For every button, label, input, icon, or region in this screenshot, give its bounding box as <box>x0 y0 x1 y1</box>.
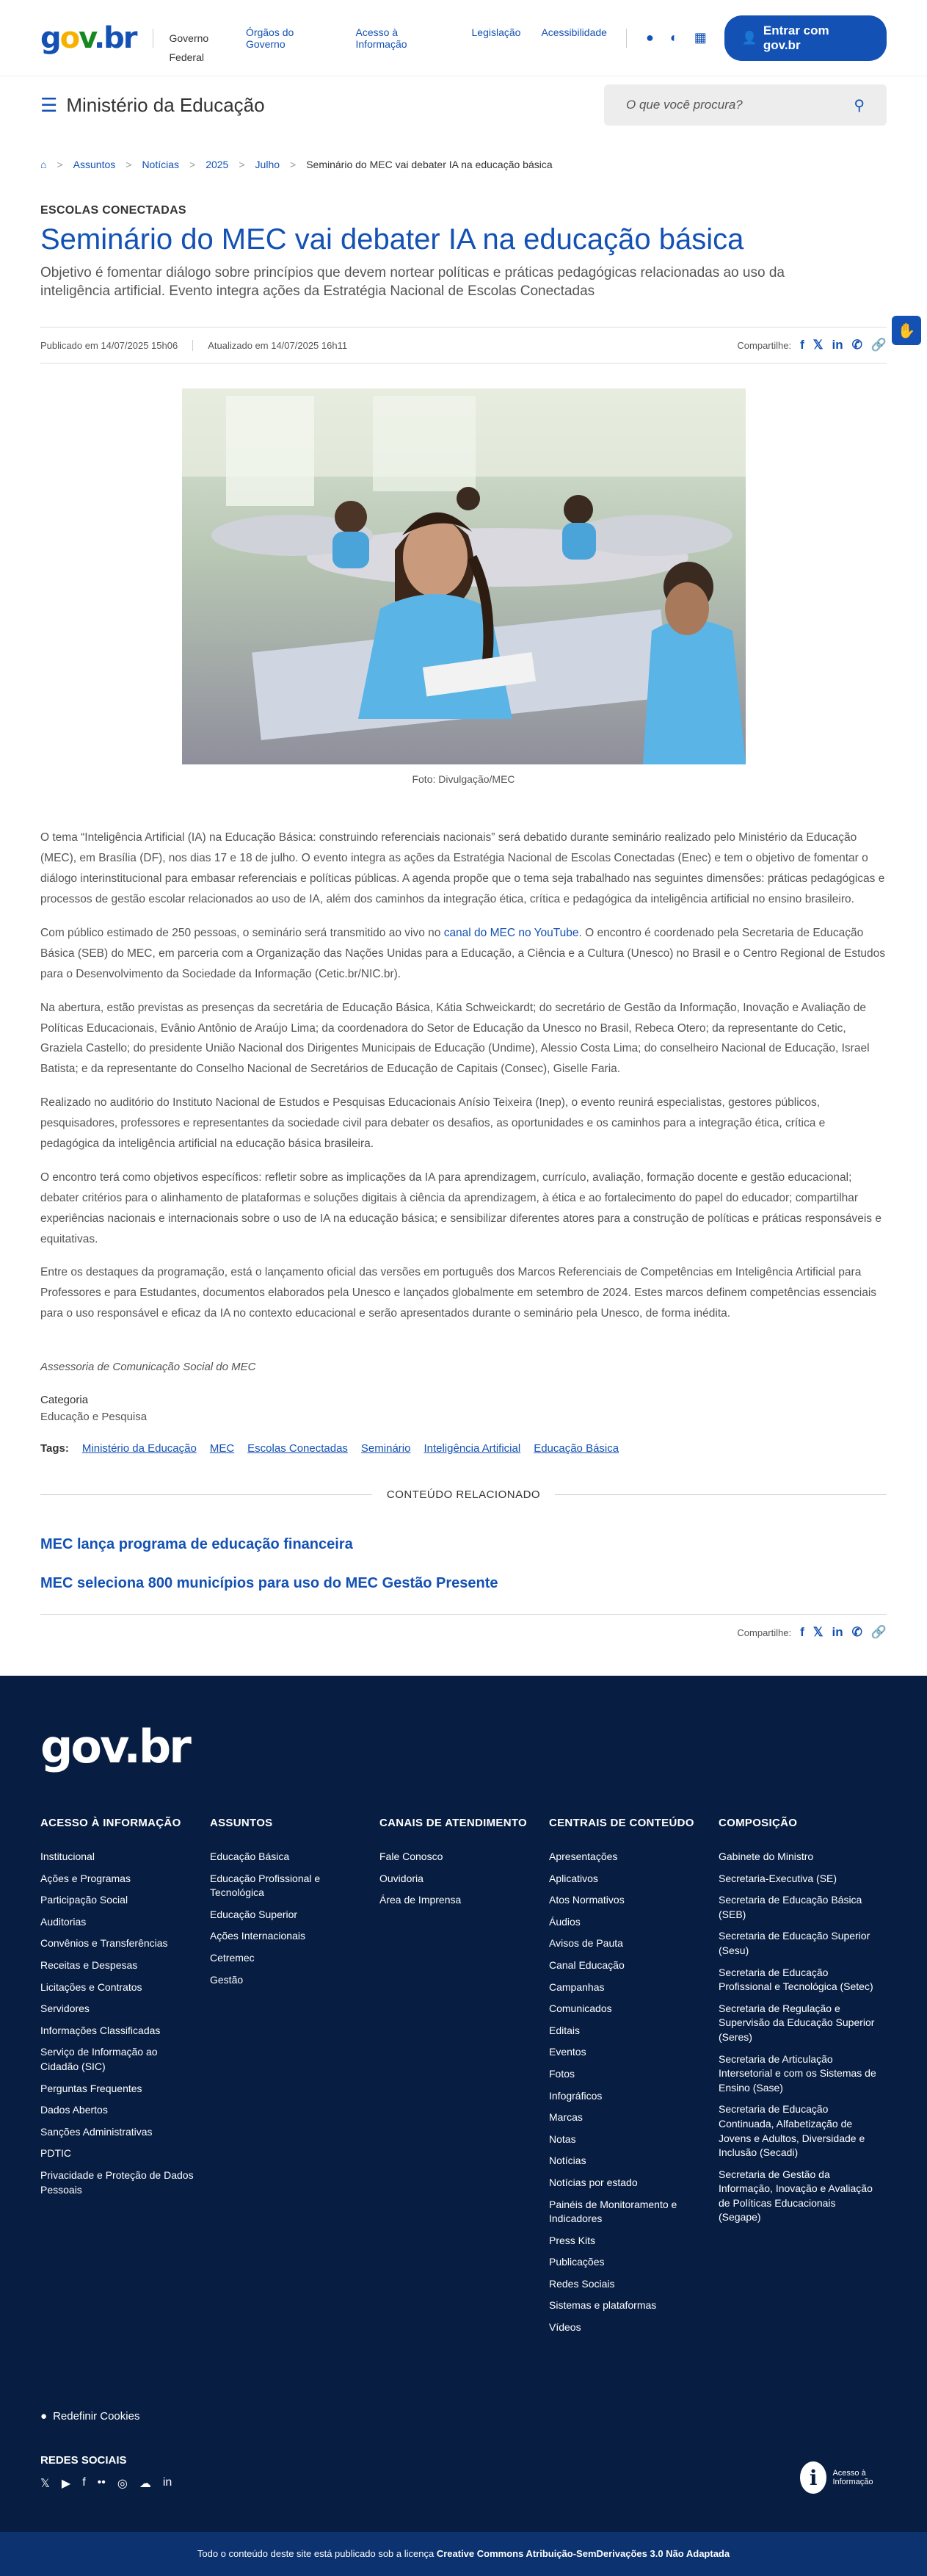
footer-link[interactable]: Avisos de Pauta <box>549 1937 623 1950</box>
footer-link[interactable]: Sistemas e plataformas <box>549 2299 657 2312</box>
bottom-share <box>40 1614 887 1640</box>
related-link[interactable]: MEC seleciona 800 municípios para uso do MEC Gestão Presente <box>40 1575 498 1592</box>
tag-link[interactable]: Educação Básica <box>534 1442 619 1455</box>
breadcrumb-noticias[interactable]: Notícias <box>142 159 180 170</box>
login-label: Entrar com gov.br <box>763 23 829 52</box>
breadcrumb-separator: > <box>189 159 196 170</box>
footer-column-title: CENTRAIS DE CONTEÚDO <box>549 1817 694 1829</box>
whatsapp-icon[interactable]: ✆ <box>851 338 862 352</box>
facebook-icon[interactable]: f <box>82 2476 86 2489</box>
related-title: CONTEÚDO RELACIONADO <box>386 1488 541 1502</box>
tag-link[interactable]: MEC <box>209 1442 235 1455</box>
footer-link[interactable]: Privacidade e Proteção de Dados Pessoais <box>40 2168 194 2196</box>
footer-link[interactable]: Apresentações <box>549 1850 618 1862</box>
login-button[interactable] <box>724 15 887 61</box>
footer-column <box>549 1817 719 2342</box>
share-label: Compartilhe: <box>737 1627 792 1638</box>
article-subtitle: Objetivo é fomentar diálogo sobre princípios que devem nortear políticas e práticas pedagógicas relacionadas ao uso da inteligência artificial. Evento integra ações da Estratégia Nacional de Escolas Conectadas <box>40 265 785 299</box>
paragraph-text: Com público estimado de 250 pessoas, o seminário será transmitido ao vivo no <box>40 926 444 939</box>
footer-link[interactable]: Auditorias <box>40 1915 87 1928</box>
article-paragraph: Entre os destaques da programação, está o lançamento oficial das versões em português dos Marcos Referenciais de Competências em Inteligência Artificial para Professores e para Estudantes, documentos elaborados pela Unesco e lançados globalmente em setembro de 2024. Estes marcos definem competências essenciais para o uso responsável e eficaz da IA no contexto educacional e serão apresentados durante o seminário pela Unesco, de forma inédita. <box>40 1266 877 1320</box>
footer-logo[interactable]: gov.br <box>40 1720 189 1773</box>
footer-link[interactable]: Eventos <box>549 2046 586 2058</box>
footer-link[interactable]: Perguntas Frequentes <box>40 2082 142 2094</box>
article-kicker: ESCOLAS CONECTADAS <box>40 204 186 217</box>
footer-link[interactable]: Comunicados <box>549 2002 612 2015</box>
footer-link[interactable]: Notícias <box>549 2154 586 2167</box>
footer-link[interactable]: Atos Normativos <box>549 1894 625 1906</box>
breadcrumb-julho[interactable]: Julho <box>255 159 280 170</box>
footer-columns <box>40 1817 888 2342</box>
flickr-icon[interactable]: •• <box>97 2476 106 2489</box>
footer-link[interactable]: Editais <box>549 2024 581 2036</box>
article-paragraph: O tema “Inteligência Artificial (IA) na Educação Básica: construindo referenciais nacionais” será debatido durante seminário realizado pelo Ministério da Educação (MEC), em Brasília (DF), nos dias 17 e 18 de julho. O evento integra as ações da Estratégia Nacional de Escolas Conectadas (Enec) e tem o objetivo de fomentar o diálogo interinstitucional para embasar referenciais e políticas públicas. A agenda propõe que o tema seja trabalhado nas seguintes dimensões: práticas pedagógicas e processos de gestão escolar relacionados ao uso de IA, além dos caminhos da integração ética, crítica e pedagógica da inteligência artificial no ensino brasileiro. <box>40 831 885 906</box>
footer-link[interactable]: Vídeos <box>549 2321 581 2334</box>
footer-link[interactable]: Secretaria-Executiva (SE) <box>719 1872 837 1884</box>
info-icon: i <box>800 2461 826 2494</box>
sign-language-icon: ✋ <box>897 322 916 339</box>
article-paragraph <box>40 923 887 985</box>
divider <box>555 1494 887 1495</box>
footer-link[interactable]: Ações e Programas <box>40 1872 131 1884</box>
footer-link[interactable]: Convênios e Transferências <box>40 1937 168 1950</box>
footer-link[interactable]: Sanções Administrativas <box>40 2125 153 2138</box>
breadcrumb-assuntos[interactable]: Assuntos <box>73 159 116 170</box>
footer-column <box>379 1817 549 2342</box>
whatsapp-icon[interactable]: ✆ <box>851 1625 862 1640</box>
footer-link[interactable]: Receitas e Despesas <box>40 1958 138 1971</box>
footer-link[interactable]: Licitações e Contratos <box>40 1980 142 1993</box>
footer-link[interactable]: Notas <box>549 2132 576 2145</box>
license-link[interactable]: Creative Commons Atribuição-SemDerivações 3.0 Não Adaptada <box>436 2548 730 2559</box>
reset-cookies-button[interactable] <box>40 2410 139 2423</box>
footer-link[interactable]: Secretaria de Gestão da Informação, Inovação e Avaliação de Políticas Educacionais (Segape) <box>719 2168 873 2224</box>
site-name: Ministério da Educação <box>66 93 265 116</box>
tag-link[interactable]: Seminário <box>360 1442 411 1455</box>
article-meta <box>40 327 887 363</box>
footer-link[interactable]: Secretaria de Articulação Intersetorial e com os Sistemas de Ensino (Sase) <box>719 2052 876 2094</box>
footer-link[interactable]: Gestão <box>210 1973 244 1986</box>
footer-link[interactable]: Fotos <box>549 2067 575 2080</box>
divider <box>40 1494 372 1495</box>
youtube-channel-link[interactable]: canal do MEC no YouTube <box>443 926 579 939</box>
article-title: Seminário do MEC vai debater IA na educação básica <box>40 223 744 256</box>
footer-link[interactable]: Educação Básica <box>210 1850 290 1862</box>
breadcrumb-separator: > <box>239 159 245 170</box>
copy-link-icon[interactable]: 🔗 <box>870 338 887 352</box>
footer-column-title: CANAIS DE ATENDIMENTO <box>379 1817 528 1829</box>
youtube-icon[interactable]: ▶ <box>61 2478 71 2490</box>
link-acessibilidade[interactable]: Acessibilidade <box>541 26 607 38</box>
footer-link[interactable]: Ações Internacionais <box>210 1930 305 1942</box>
related-header <box>40 1488 887 1501</box>
breadcrumb-separator: > <box>126 159 132 170</box>
site-bar <box>0 78 927 132</box>
footer-link[interactable]: Canal Educação <box>549 1958 625 1971</box>
link-orgaos[interactable]: Órgãos do Governo <box>245 26 294 50</box>
footer-column-title: ACESSO À INFORMAÇÃO <box>40 1817 181 1829</box>
instagram-icon[interactable]: ◎ <box>117 2478 128 2490</box>
search-icon[interactable]: ⚲ <box>854 97 865 114</box>
footer-link[interactable]: Cetremec <box>210 1951 255 1964</box>
social-icons <box>40 2476 172 2491</box>
published-date: Publicado em 14/07/2025 15h06 <box>40 339 178 351</box>
social-title: REDES SOCIAIS <box>40 2454 127 2467</box>
apps-grid-icon[interactable]: ▦ <box>694 30 707 45</box>
governo-federal-label: Governo Federal <box>153 29 246 48</box>
footer-column-title: COMPOSIÇÃO <box>719 1817 798 1829</box>
breadcrumb-current: Seminário do MEC vai debater IA na educação básica <box>306 159 553 170</box>
footer <box>0 1676 927 2576</box>
x-icon[interactable]: 𝕏 <box>40 2478 50 2490</box>
footer-link[interactable]: Secretaria de Educação Superior (Sesu) <box>719 1930 870 1956</box>
footer-link[interactable]: Informações Classificadas <box>40 2024 161 2036</box>
share-bar <box>737 1625 887 1640</box>
acesso-informacao-label: Acesso à Informação <box>832 2469 873 2486</box>
footer-link[interactable]: Serviço de Informação ao Cidadão (SIC) <box>40 2046 158 2072</box>
user-icon: 👤 <box>741 30 757 45</box>
footer-link[interactable]: Áudios <box>549 1915 581 1928</box>
share-label: Compartilhe: <box>737 339 792 351</box>
accessibility-vlibras-button[interactable] <box>892 316 921 345</box>
footer-link[interactable]: Secretaria de Educação Profissional e Tecnológica (Setec) <box>719 1966 873 1993</box>
contrast-icon[interactable]: ◐ <box>669 30 678 45</box>
paragraph-text: . O encontro é coordenado pela Secretaria de Educação Básica (SEB) do MEC, em parceria com a Organização das Nações Unidas para a Educação, a Ciência e a Cultura (Unesco) no Brasil e o Centro Regional de Estudos para o Desenvolvimento da Sociedade da Informação (Cetic.br/NIC.br). <box>40 926 886 980</box>
cookie-icon[interactable]: ● <box>645 30 654 45</box>
license-text: Todo o conteúdo deste site está publicado sob a licença <box>197 2548 437 2559</box>
article-photo <box>182 388 746 764</box>
footer-link[interactable]: Área de Imprensa <box>379 1894 462 1906</box>
footer-link[interactable]: Redes Sociais <box>549 2277 615 2290</box>
breadcrumb-separator: > <box>290 159 297 170</box>
main-menu[interactable] <box>40 94 265 117</box>
footer-column <box>210 1817 379 2342</box>
footer-link[interactable]: Secretaria de Educação Básica (SEB) <box>719 1894 862 1920</box>
article-paragraph: Na abertura, estão previstas as presenças da secretária de Educação Básica, Kátia Schweickardt; do secretário de Gestão da Informação, Inovação e Avaliação de Políticas Educacionais, Evânio Antônio de Araújo Lima; da coordenadora do Setor de Educação da Unesco no Brasil, Rebeca Otero; da representante do Cetic, Graziela Castello; do presidente União Nacional dos Dirigentes Municipais de Educação (Undime), Alessio Costa Lima; do conselheiro Nacional de Educação, Israel Batista; e da representante do Conselho Nacional de Secretários de Educação de Capitais (Consec), Giselle Faria. <box>40 1001 870 1076</box>
footer-link[interactable]: Publicações <box>549 2256 605 2268</box>
article-paragraph: O encontro terá como objetivos específicos: refletir sobre as implicações da IA para aprendizagem, currículo, avaliação, formação docente e gestão educacional; debater critérios para o alinhamento de plataformas e soluções digitais à ciência da aprendizagem, à ética e ao fortalecimento do papel do educador; compartilhar experiências nacionais e internacionais sobre o uso de IA na educação básica; e sensibilizar diferentes atores para a construção de políticas e práticas responsáveis e equitativas. <box>40 1171 881 1245</box>
footer-link[interactable]: Secretaria de Educação Continuada, Alfabetização de Jovens e Adultos, Diversidade e Inclusão (Secadi) <box>719 2103 865 2159</box>
x-icon[interactable]: 𝕏 <box>813 338 824 352</box>
footer-link[interactable]: Servidores <box>40 2002 90 2015</box>
footer-link[interactable]: Dados Abertos <box>40 2104 108 2116</box>
footer-link[interactable]: Ouvidoria <box>379 1872 423 1884</box>
breadcrumb <box>0 159 927 170</box>
footer-link[interactable]: Campanhas <box>549 1980 605 1993</box>
footer-link[interactable]: Marcas <box>549 2111 583 2124</box>
related-link[interactable]: MEC lança programa de educação financeira <box>40 1536 353 1553</box>
cookies-label: Redefinir Cookies <box>53 2410 140 2423</box>
updated-date: Atualizado em 14/07/2025 16h11 <box>192 340 347 351</box>
tags-label: Tags: <box>40 1442 69 1455</box>
footer-link[interactable]: Aplicativos <box>549 1872 598 1884</box>
footer-column <box>40 1817 210 2342</box>
breadcrumb-separator: > <box>57 159 63 170</box>
linkedin-icon[interactable]: in <box>162 2476 172 2489</box>
footer-link[interactable]: Infográficos <box>549 2089 603 2102</box>
related-list <box>40 1536 887 1592</box>
hamburger-icon[interactable]: ☰ <box>40 93 58 116</box>
top-bar <box>0 0 927 76</box>
tags-list <box>40 1442 887 1455</box>
footer-link[interactable]: Educação Profissional e Tecnológica <box>210 1872 321 1899</box>
footer-link[interactable]: Press Kits <box>549 2234 596 2246</box>
breadcrumb-2025[interactable]: 2025 <box>206 159 229 170</box>
link-legislacao[interactable]: Legislação <box>471 26 521 38</box>
footer-column <box>719 1817 888 2342</box>
soundcloud-icon[interactable]: ☁ <box>139 2478 151 2490</box>
facebook-icon[interactable]: f <box>800 338 804 352</box>
footer-link[interactable]: Fale Conosco <box>379 1850 443 1862</box>
cookie-icon: ● <box>40 2410 48 2423</box>
tag-link[interactable]: Ministério da Educação <box>81 1442 197 1455</box>
category-label: Categoria <box>40 1394 89 1407</box>
top-icons <box>626 29 707 48</box>
linkedin-icon[interactable]: in <box>832 338 843 352</box>
assessoria-credit: Assessoria de Comunicação Social do MEC <box>40 1361 256 1374</box>
footer-link[interactable]: Painéis de Monitoramento e Indicadores <box>549 2198 677 2225</box>
photo-caption: Foto: Divulgação/MEC <box>412 773 515 786</box>
facebook-icon[interactable]: f <box>800 1625 804 1640</box>
category-value: Educação e Pesquisa <box>40 1411 148 1424</box>
x-icon[interactable]: 𝕏 <box>813 1625 824 1640</box>
license-bar <box>0 2532 927 2576</box>
article-paragraph: Realizado no auditório do Instituto Nacional de Estudos e Pesquisas Educacionais Anísio Teixeira (Inep), o evento reunirá especialistas, gestores públicos, pesquisadores, professores e representantes da sociedade civil para debater os desafios, as oportunidades e os caminhos para a integração ética, crítica e pedagógica da inteligência artificial na educação básica brasileira. <box>40 1096 826 1150</box>
footer-link[interactable]: PDTIC <box>40 2147 71 2160</box>
search-placeholder: O que você procura? <box>626 98 743 112</box>
share-bar <box>737 338 887 352</box>
footer-link[interactable]: Secretaria de Regulação e Supervisão da Educação Superior (Seres) <box>719 2002 875 2043</box>
footer-column-title: ASSUNTOS <box>210 1817 273 1829</box>
acesso-informacao-badge[interactable] <box>800 2461 895 2494</box>
footer-link[interactable]: Institucional <box>40 1850 95 1862</box>
footer-link[interactable]: Educação Superior <box>210 1908 298 1920</box>
footer-link[interactable]: Participação Social <box>40 1894 128 1906</box>
footer-link[interactable]: Gabinete do Ministro <box>719 1850 814 1862</box>
link-acesso-info[interactable]: Acesso à Informação <box>355 26 407 50</box>
linkedin-icon[interactable]: in <box>832 1625 843 1640</box>
tag-link[interactable]: Inteligência Artificial <box>423 1442 521 1455</box>
tag-link[interactable]: Escolas Conectadas <box>247 1442 348 1455</box>
article <box>0 204 927 1640</box>
footer-link[interactable]: Notícias por estado <box>549 2176 638 2188</box>
article-body <box>40 828 887 1324</box>
copy-link-icon[interactable]: 🔗 <box>870 1625 887 1640</box>
search-input[interactable] <box>604 84 887 126</box>
top-links <box>246 26 607 50</box>
home-icon[interactable]: ⌂ <box>40 159 47 170</box>
govbr-logo[interactable]: gov.br <box>40 21 137 55</box>
